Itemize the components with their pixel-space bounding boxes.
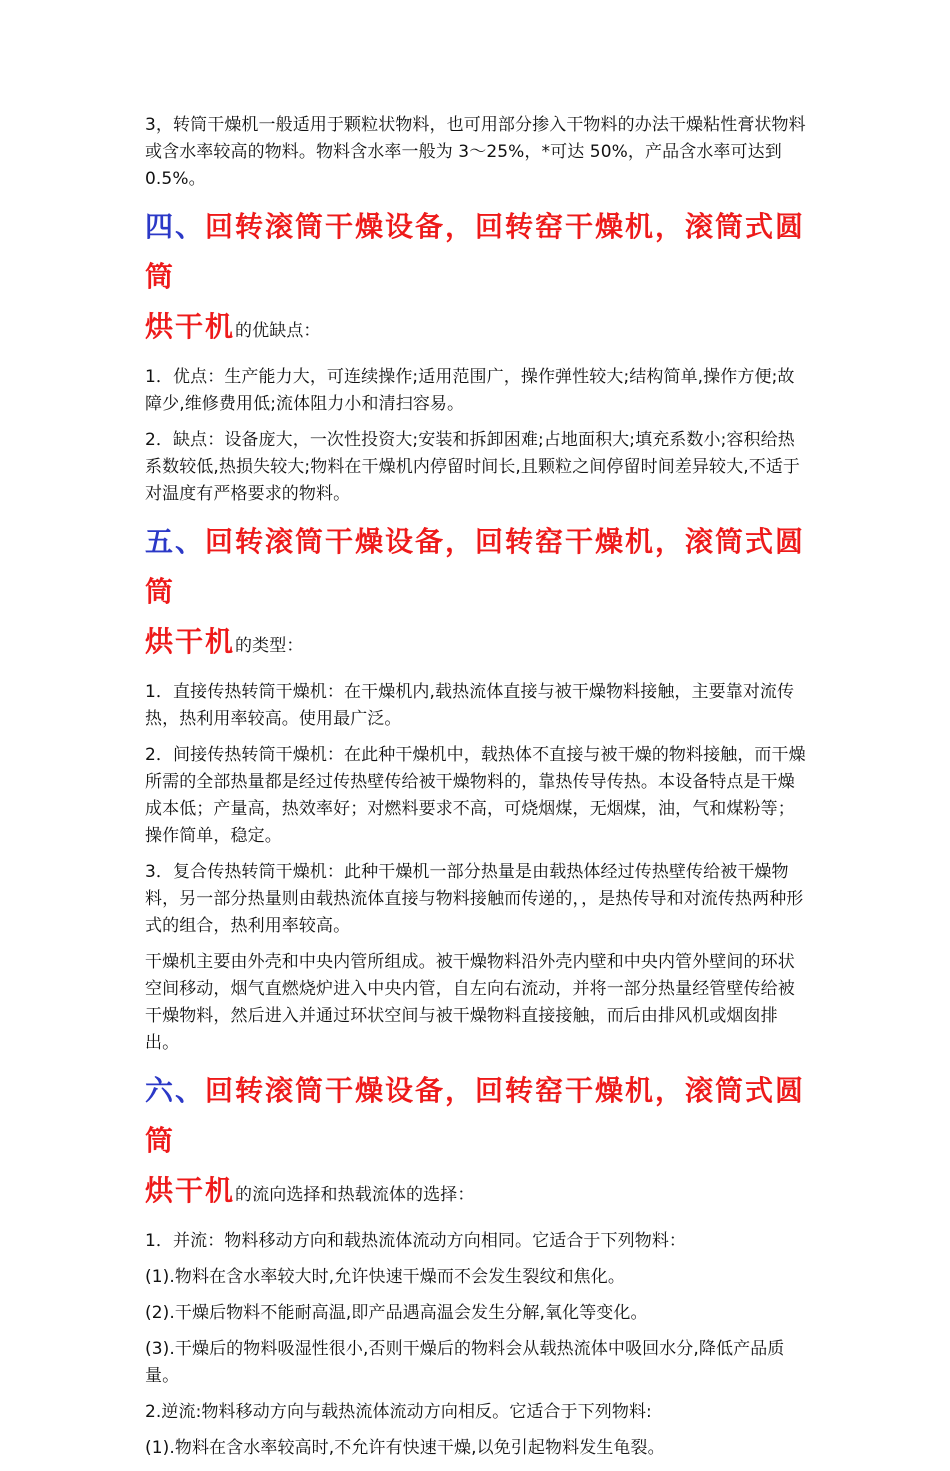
section-6-paragraph: (1).物料在含水率较大时,允许快速干燥而不会发生裂纹和焦化。 [145,1267,625,1287]
section-6-heading [145,1066,810,1166]
section-4-title-line1: 回转滚筒干燥设备，回转窑干燥机，滚筒式圆筒 [145,210,806,293]
section-5-title-line1: 回转滚筒干燥设备，回转窑干燥机，滚筒式圆筒 [145,525,806,608]
section-6-suffix: 的流向选择和热载流体的选择： [235,1185,475,1205]
intro-paragraph: 3，转筒干燥机一般适用于颗粒状物料，也可用部分掺入干物料的办法干燥粘性膏状物料或含水率较高的物料。物料含水率一般为 3～25%，*可达 50%，产品含水率可达到 0.5%。 [145,115,806,189]
section-4-heading-cont [145,302,810,356]
section-6-title-line1: 回转滚筒干燥设备，回转窑干燥机，滚筒式圆筒 [145,1074,806,1157]
section-5-heading [145,517,810,617]
section-4-paragraph: 2．缺点：设备庞大，一次性投资大;安装和拆卸困难;占地面积大;填充系数小;容积给热系数较低,热损失较大;物料在干燥机内停留时间长,且颗粒之间停留时间差异较大,不适于对温度有严格要求的物料。 [145,430,801,504]
section-4-number: 四、 [145,210,206,243]
section-4-title-line2: 烘干机 [145,310,236,343]
section-6-paragraph: (2).干燥后物料不能耐高温,即产品遇高温会发生分解,氧化等变化。 [145,1303,648,1323]
section-6-title-line2: 烘干机 [145,1174,236,1207]
section-6-paragraph: (1).物料在含水率较高时,不允许有快速干燥,以免引起物料发生龟裂。 [145,1438,665,1458]
section-6-number: 六、 [145,1074,206,1107]
section-5-title-line2: 烘干机 [145,625,236,658]
section-5-heading-cont [145,617,810,671]
section-4-suffix: 的优缺点： [235,321,321,341]
section-6-heading-cont [145,1166,810,1220]
document-body [145,112,810,1471]
section-5-number: 五、 [145,525,206,558]
section-6-paragraph: 1．并流：物料移动方向和载热流体流动方向相同。它适合于下列物料： [145,1231,687,1251]
section-5-paragraph: 3．复合传热转筒干燥机：此种干燥机一部分热量是由载热体经过传热壁传给被干燥物料，另一部分热量则由载热流体直接与物料接触而传递的，，是热传导和对流传热两种形式的组合，热利用率较高。 [145,862,804,936]
section-5-paragraph: 2．间接传热转筒干燥机：在此种干燥机中，载热体不直接与被干燥的物料接触，而干燥所需的全部热量都是经过传热壁传给被干燥物料的，靠热传导传热。本设备特点是干燥成本低；产量高，热效率好；对燃料要求不高，可烧烟煤，无烟煤，油，气和煤粉等；操作简单，稳定。 [145,745,806,846]
section-5-paragraph: 干燥机主要由外壳和中央内管所组成。被干燥物料沿外壳内壁和中央内管外壁间的环状空间移动，烟气直燃烧炉进入中央内管，自左向右流动，并将一部分热量经管壁传给被干燥物料，然后进入并通过环状空间与被干燥物料直接接触，而后由排风机或烟囱排出。 [145,952,795,1053]
section-4-heading [145,202,810,302]
section-5-suffix: 的类型： [235,636,304,656]
section-6-paragraph: 2.逆流:物料移动方向与载热流体流动方向相反。它适合于下列物料: [145,1402,652,1422]
section-5-paragraph: 1．直接传热转筒干燥机：在干燥机内,载热流体直接与被干燥物料接触，主要靠对流传热，热利用率较高。使用最广泛。 [145,682,795,729]
section-6-paragraph: (3).干燥后的物料吸湿性很小,否则干燥后的物料会从载热流体中吸回水分,降低产品质量。 [145,1339,785,1386]
section-4-paragraph: 1．优点：生产能力大，可连续操作;适用范围广，操作弹性较大;结构简单,操作方便;故障少,维修费用低;流体阻力小和清扫容易。 [145,367,795,414]
